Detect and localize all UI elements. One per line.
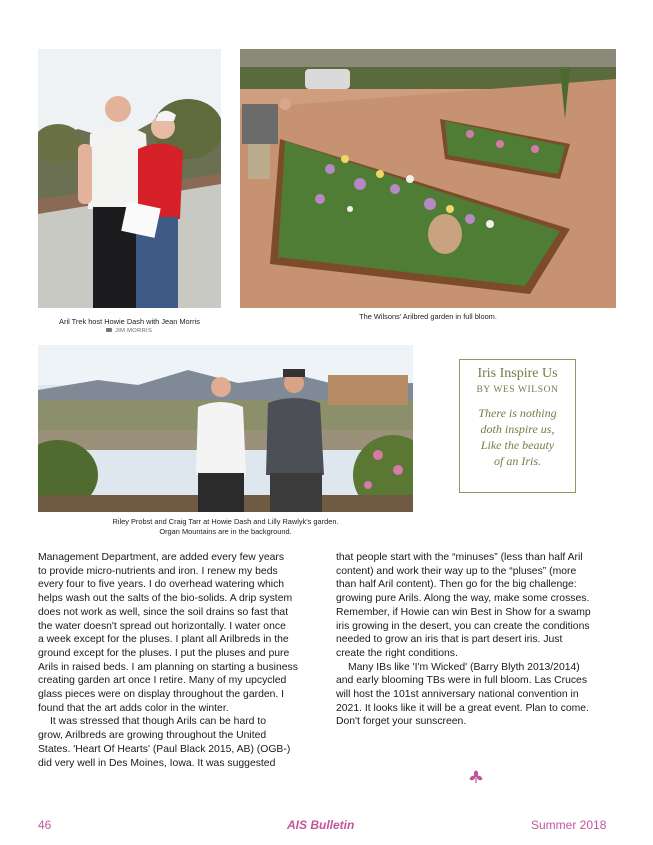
photo-caption-line2: Organ Mountains are in the background. (159, 527, 292, 536)
photo-credit-text: JIM MORRIS (115, 328, 153, 334)
poem-line: of an Iris. (493, 454, 541, 468)
text-line: Don't forget your sunscreen. (336, 716, 467, 728)
text-line: that people start with the “minuses” (less than half Aril (336, 552, 583, 563)
text-line: Remember, if Howie can win Best in Show for a swamp (336, 606, 591, 618)
photo-credit (106, 328, 152, 334)
camera-icon (106, 328, 112, 332)
poem-line: There is nothing (478, 406, 557, 420)
text-line: content) and work their way up to the “pluses” (more (336, 565, 577, 577)
poem-line: doth inspire us, (480, 422, 555, 436)
text-line: helps wash out the salts of the bio-solids. A drip system (38, 593, 293, 605)
text-line: than half Aril content). Then go for the big challenge: (336, 579, 577, 591)
paragraph (38, 551, 310, 715)
text-line: a week except for the pluses. I plant all Arilbreds in the (38, 634, 289, 646)
text-line: every four to five years. I do overhead watering which (38, 579, 285, 591)
text-line: the water doesn't spread out horizontally. I water once (38, 620, 286, 632)
sidebar-title: Iris Inspire Us (477, 366, 558, 381)
paragraph (336, 551, 608, 661)
photo-riley-craig (38, 345, 413, 512)
text-line: iris growing in the desert, you can create the conditions (336, 620, 590, 632)
photo-howie-jean (38, 49, 221, 308)
photo-caption-howie-jean: Aril Trek host Howie Dash with Jean Morris (59, 317, 200, 326)
text-line: did very well in Des Moines, Iowa. It was suggested (38, 757, 276, 769)
photo-caption-wilson-garden: The Wilsons' Arilbred garden in full bloom. (359, 312, 497, 321)
body-column-right (336, 551, 608, 729)
text-line: Many IBs like 'I'm Wicked' (Barry Blyth 2013/2014) (348, 661, 580, 673)
text-line: glass pieces were on display throughout the garden. I (38, 689, 285, 701)
text-line: Arils in raised beds. I am planning on starting a business (38, 661, 298, 673)
text-line: create the right conditions. (336, 647, 458, 659)
text-line: needed to grow an iris that is part desert iris. Just (336, 634, 563, 646)
body-column-left (38, 551, 310, 770)
sidebar-poem-box (459, 359, 576, 493)
paragraph (336, 661, 608, 730)
text-line: found that the art adds color in the winter. (38, 702, 229, 714)
text-line: ground except for the pluses. I put the pluses and pure (38, 647, 290, 659)
text-line: growing pure Arils. Along the way, make some crosses. (336, 593, 590, 605)
photo-caption-riley-craig (38, 517, 413, 537)
text-line: 2021. It looks like it will be a great event. Plan to come. (336, 702, 589, 714)
text-line: creating garden art once I retire. Many of my upcycled (38, 675, 287, 687)
sidebar-poem (460, 405, 575, 469)
text-line: does not work as well, since the soil drains so fast that (38, 606, 289, 618)
issue-label: Summer 2018 (531, 818, 607, 832)
paragraph (38, 715, 310, 770)
text-line: will host the 101st anniversary national convention in (336, 689, 579, 701)
publication-name: AIS Bulletin (287, 818, 355, 832)
text-line: to provide micro-nutrients and iron. I renew my beds (38, 565, 278, 577)
text-line: and early blooming TBs were in full bloom. Las Cruces (336, 675, 588, 687)
page-number: 46 (38, 818, 52, 832)
iris-flower-icon (469, 770, 483, 784)
photo-wilson-garden (240, 49, 616, 308)
text-line: Management Department, are added every few years (38, 552, 285, 563)
sidebar-byline: BY WES WILSON (476, 385, 559, 395)
photo-caption-line1: Riley Probst and Craig Tarr at Howie Dash and Lilly Rawlyk's garden. (112, 517, 339, 526)
text-line: It was stressed that though Arils can be hard to (50, 716, 267, 728)
text-line: States. 'Heart Of Hearts' (Paul Black 2015, AB) (OGB-) (38, 743, 291, 755)
poem-line: Like the beauty (480, 438, 555, 452)
text-line: grow, Arilbreds are growing throughout the United (38, 730, 267, 742)
